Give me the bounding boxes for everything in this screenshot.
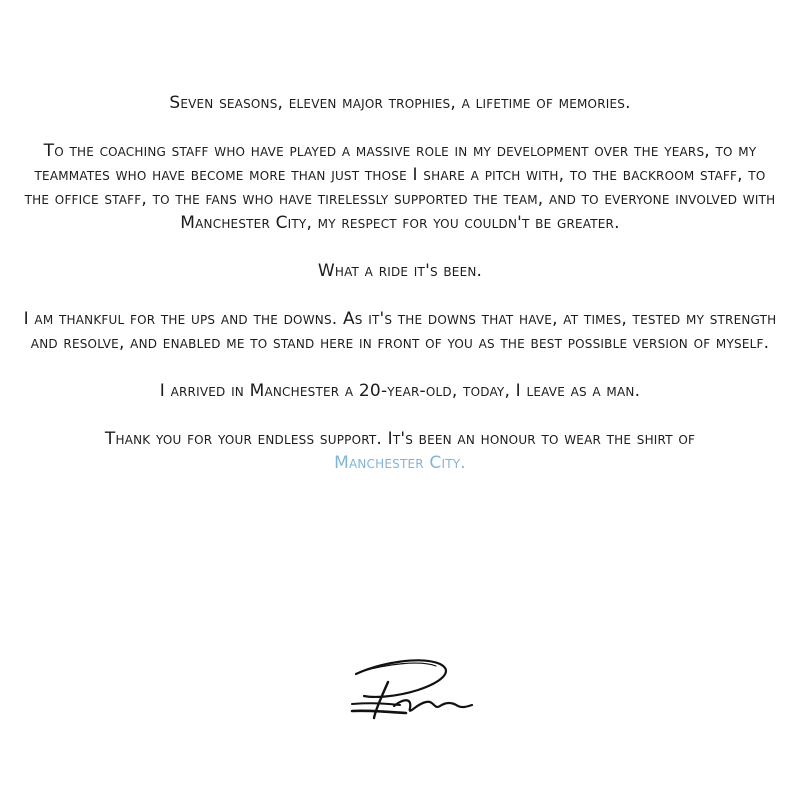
letter-paragraph: I arrived in Manchester a 20-year-old, today, I leave as a man.	[159, 381, 641, 401]
letter-paragraph: I am thankful for the ups and the downs. As it's the downs that have, at times, tested my strength and resolve, and enabled me to stand here in front of you as the best possible version of myself.	[23, 309, 777, 353]
letter-body	[20, 91, 780, 475]
club-name-highlight: Manchester City.	[334, 453, 466, 473]
letter-paragraph: What a ride it's been.	[317, 261, 483, 281]
signature-icon	[330, 652, 480, 732]
closing-paragraph	[20, 427, 780, 475]
closing-text: Thank you for your endless support. It's been an honour to wear the shirt of	[104, 429, 696, 449]
letter-paragraph: Seven seasons, eleven major trophies, a lifetime of memories.	[169, 93, 631, 113]
letter-paragraph: To the coaching staff who have played a massive role in my development over the years, to my teammates who have become more than just those I share a pitch with, to the backroom staff, to the office staff, to the fans who have tirelessly supported the team, and to everyone involved with Manchester City, my respect for you couldn't be greater.	[24, 141, 776, 233]
